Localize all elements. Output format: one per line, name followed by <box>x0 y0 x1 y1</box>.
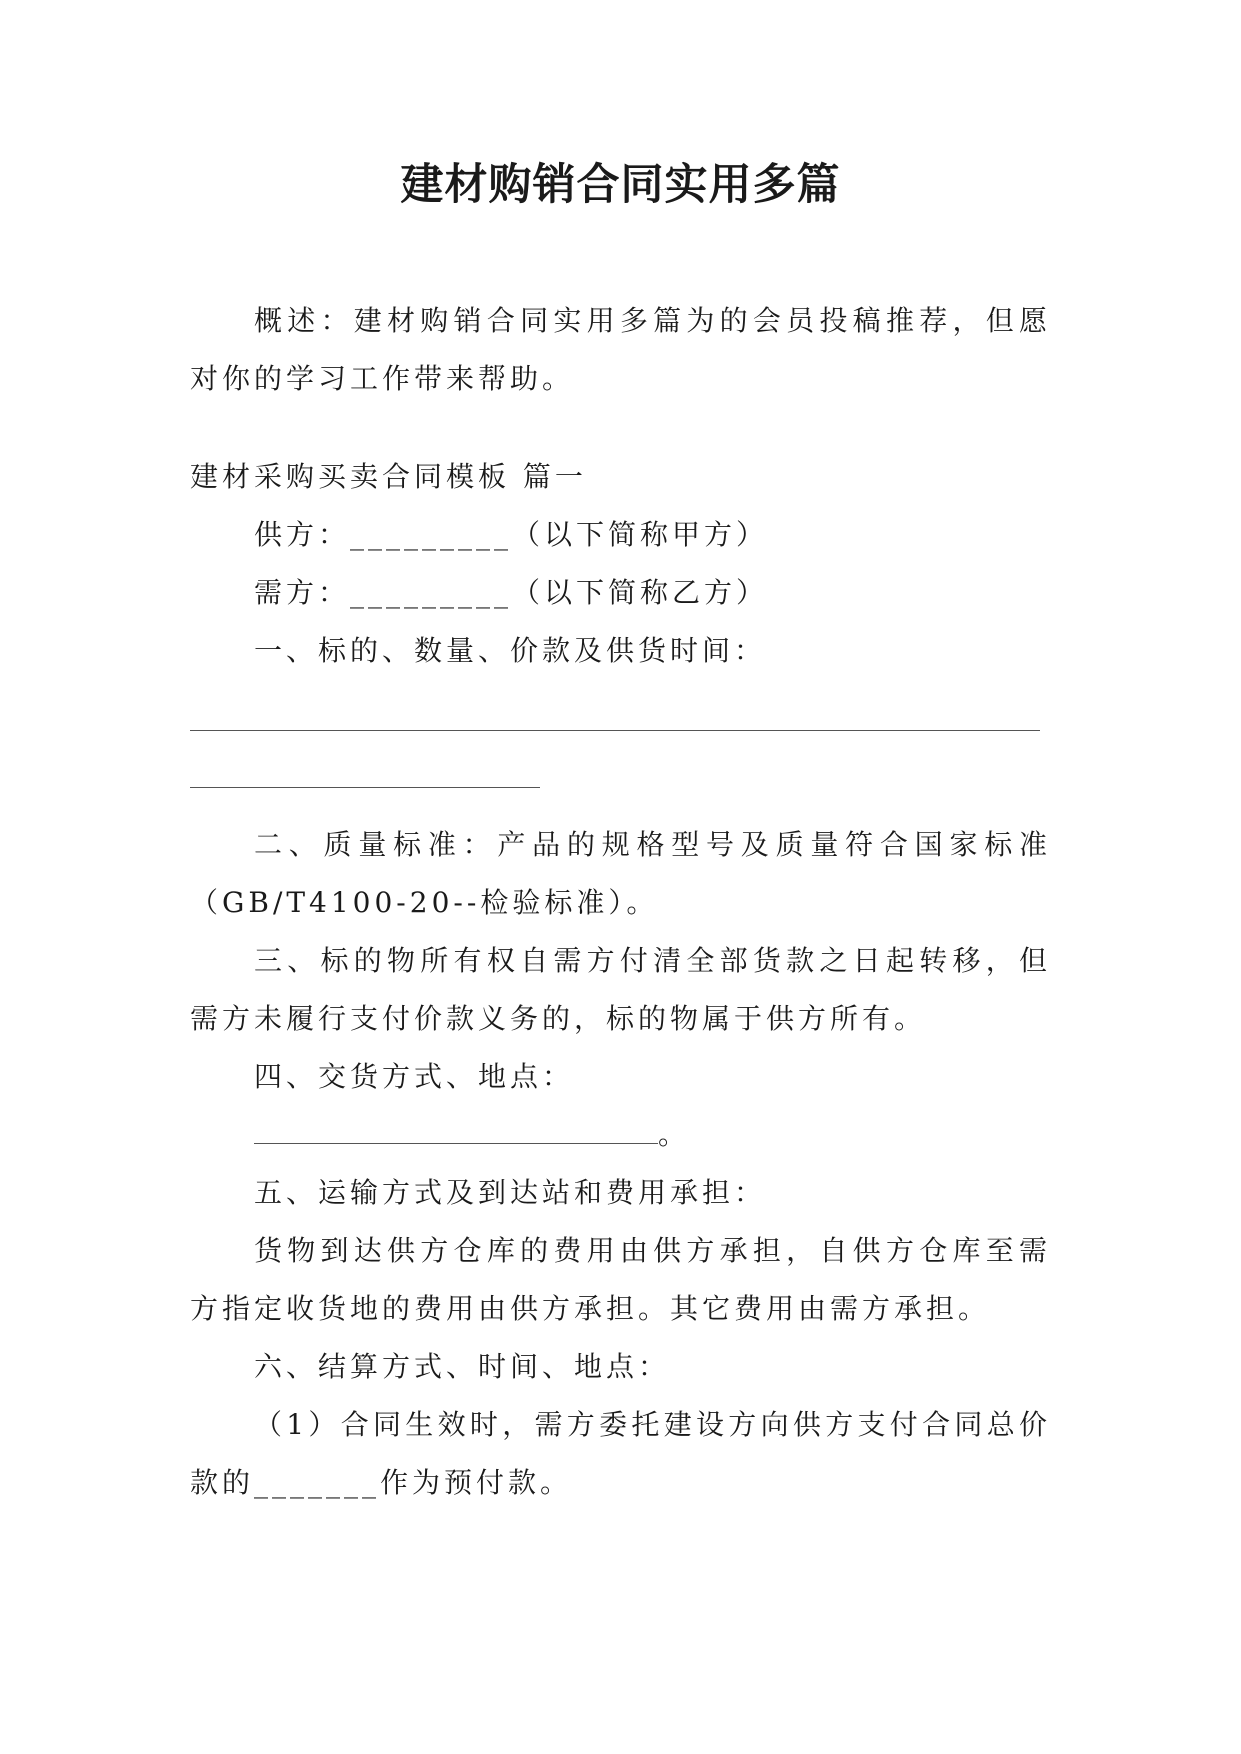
supplier-line <box>190 506 1051 564</box>
prepayment-ratio-blank: _______ <box>254 1466 381 1499</box>
clause-4-heading: 四、交货方式、地点： <box>254 1060 575 1093</box>
clause-5-heading: 五、运输方式及到达站和费用承担： <box>254 1176 767 1209</box>
clause-2-paragraph: 二、质量标准：产品的规格型号及质量符合国家标准（GB/T4100-20--检验标准）。 <box>190 828 1051 919</box>
clause-1-heading: 一、标的、数量、价款及供货时间： <box>254 634 767 667</box>
supplier-blank: _________ <box>350 518 513 551</box>
section-title: 建材采购买卖合同模板 篇一 <box>190 460 587 493</box>
supplier-label: 供方： <box>254 518 351 551</box>
clause-6-item-1 <box>190 1396 1051 1512</box>
buyer-note: （以下简称乙方） <box>512 576 769 609</box>
abstract-paragraph: 概述：建材购销合同实用多篇为的会员投稿推荐，但愿对你的学习工作带来帮助。 <box>190 304 1051 395</box>
buyer-blank: _________ <box>350 576 513 609</box>
clause-1-blank-area <box>190 730 1051 788</box>
clause-4-blank-line <box>190 1106 1051 1164</box>
clause-3-paragraph: 三、标的物所有权自需方付清全部货款之日起转移，但需方未履行支付价款义务的，标的物属于供方所有。 <box>190 944 1051 1035</box>
clause-5-body: 货物到达供方仓库的费用由供方承担，自供方仓库至需方指定收货地的费用由供方承担。其它费用由需方承担。 <box>190 1234 1051 1325</box>
buyer-label: 需方： <box>254 576 351 609</box>
fill-in-line-long <box>190 730 1040 731</box>
clause-6-item-1-text-b: 作为预付款。 <box>380 1466 573 1499</box>
clause-6-heading: 六、结算方式、时间、地点： <box>254 1350 671 1383</box>
buyer-line <box>190 564 1051 622</box>
document-title: 建材购销合同实用多篇 <box>400 160 841 210</box>
clause-6-item-1-text-a: （1）合同生效时，需方委托建设方向供方支付合同总价款的 <box>190 1408 1051 1499</box>
clause-4-end-mark: 。 <box>658 1118 687 1151</box>
fill-in-line-short <box>190 787 540 788</box>
delivery-location-blank <box>254 1121 658 1144</box>
supplier-note: （以下简称甲方） <box>512 518 769 551</box>
